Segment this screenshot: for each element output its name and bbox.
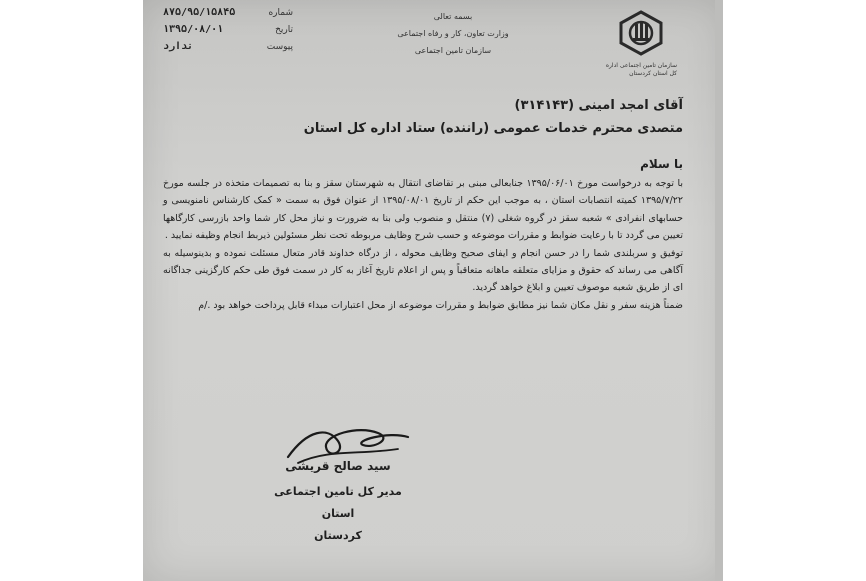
number-label: شماره <box>268 7 293 18</box>
attachment-value: ندارد <box>163 41 194 52</box>
recipient-block <box>263 94 683 140</box>
attachment-label: پیوست <box>266 41 293 52</box>
signature-block <box>258 425 418 547</box>
signer-title <box>258 481 418 547</box>
signer-title-line: کردستان <box>314 529 362 542</box>
letter-body <box>163 175 683 314</box>
letter-paper <box>143 0 715 581</box>
body-paragraph: با توجه به درخواست مورخ ۱۳۹۵/۰۶/۰۱ جنابعالی مبنی بر تقاضای انتقال به شهرستان سقز و بنا به تصمیمات متخذه در جلسه مورخ ۱۳۹۵/۷/۲۲ کمیته انتصابات استان ، به موجب این حکم از تاریخ ۱۳۹۵/۰۸/۰۱ از عنوان فوق به سمت « کمک کارشناس نامنویسی و حسابهای انفرادی » شعبه سقز در گروه شغلی (۷) منتقل و منصوب ولی بنا به ضرورت و نیاز محل کار شما واحد بازرسی کارگاهها تعیین می گردد تا با رعایت ضوابط و مقررات موضوعه و حسب شرح وظایف مربوطه تحت نظر مسئولین ذیربط انجام وظیفه نمایید . <box>163 178 683 242</box>
letterhead-line: بسمه تعالی <box>433 12 473 21</box>
letterhead-center <box>393 8 513 59</box>
letterhead-line: وزارت تعاون، کار و رفاه اجتماعی <box>397 29 509 38</box>
body-paragraph: ضمناً هزینه سفر و نقل مکان شما نیز مطابق ضوابط و مقررات موضوعه از محل اعتبارات مبداء قابل پرداخت خواهد بود ./م <box>198 299 683 311</box>
photo-edge <box>715 0 723 581</box>
letterhead-line: سازمان تامین اجتماعی <box>414 46 492 55</box>
date-label: تاریخ <box>275 24 293 35</box>
organization-logo <box>605 10 677 78</box>
logo-caption: سازمان تامین اجتماعی اداره کل استان کردستان <box>605 62 677 77</box>
signer-title-line: مدیر کل تامین اجتماعی استان <box>274 485 402 520</box>
recipient-position: متصدی محترم خدمات عمومی (راننده) ستاد اداره کل استان <box>303 121 683 136</box>
date-value: ۱۳۹۵/۰۸/۰۱ <box>163 24 224 35</box>
recipient-name: آقای امجد امینی (۳۱۴۱۴۳) <box>514 98 683 113</box>
number-value: ۸۷۵/۹۵/۱۵۸۴۵ <box>163 7 236 18</box>
signer-name: سید صالح قریشی <box>285 459 391 473</box>
salutation: با سلام <box>640 157 683 171</box>
social-security-logo-icon <box>618 10 664 56</box>
letter-meta <box>163 4 293 55</box>
letter-photo <box>143 0 723 581</box>
body-paragraph: توفیق و سربلندی شما را در حسن انجام و ایفای صحیح وظایف محوله ، از درگاه خداوند قادر متعال مسئلت نموده و بدینوسیله به آگاهی می رساند که حقوق و مزایای متعلقه ماهانه متعاقباً و پس از اعلام تاریخ آغاز به کار در سمت فوق طی حکم کارگزینی جداگانه ای از طریق شعبه موصوف تعیین و ابلاغ خواهد گردید. <box>163 247 683 294</box>
